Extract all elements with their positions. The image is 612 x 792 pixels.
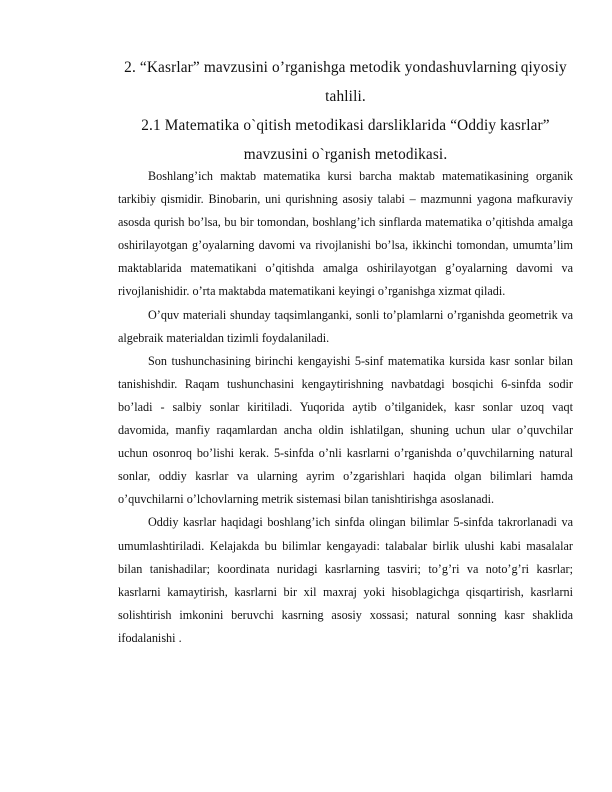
body-text <box>118 165 573 650</box>
subsection-heading: 2.1 Matematika o`qitish metodikasi darsliklarida “Oddiy kasrlar” mavzusini o`rganish metodikasi. <box>141 117 550 163</box>
paragraph-4: Oddiy kasrlar haqidagi boshlang’ich sinfda olingan bilimlar 5-sinfda takrorlanadi va umumlashtiriladi. Kelajakda bu bilimlar kengayadi: talabalar birlik ulushi kabi masalalar bilan tanishadilar; koordinata nuridagi kasrlarning tasviri; to’g’ri va noto’g’ri kasrlar; kasrlarni kamaytirish, kasrlarni bir xil maxraj yoki hisoblagichga qisqartirish, kasrlarni solishtirish imkonini beruvchi kasrning asosiy xossasi; natural sonning kasr shaklida ifodalanishi . <box>118 515 573 645</box>
paragraph-3: Son tushunchasining birinchi kengayishi 5-sinf matematika kursida kasr sonlar bilan tanishishdir. Raqam tushunchasini kengaytirishning navbatdagi bosqichi 6-sinfda sodir bo’ladi - salbiy sonlar kiritiladi. Yuqorida aytib o’tilganidek, kasr sonlar uzoq vaqt davomida, manfiy raqamlardan ancha oldin ishlatilgan, shuning uchun ular o’quvchilar uchun osonroq bo’lishi kerak. 5-sinfda o’nli kasrlarni o’rganishda o’quvchilarning natural sonlar, oddiy kasrlar va ularning ayrim o’zgarishlari haqida olgan bilimlari hamda o’quvchilarni o’lchovlarning metrik sistemasi bilan tanishtirishga asoslanadi. <box>118 353 573 507</box>
section-heading: 2. “Kasrlar” mavzusini o’rganishga metodik yondashuvlarning qiyosiy tahlili. <box>124 59 567 105</box>
paragraph-1: Boshlang’ich maktab matematika kursi barcha maktab matematikasining organik tarkibiy qismidir. Binobarin, uni qurishning asosiy talabi – mazmunni yagona mafkuraviy asosda qurish bo’lsa, bu bir tomondan, boshlang’ich sinflarda matematika o’qitishda amalga oshirilayotgan g’oyalarning davomi va rivojlanishi bo’lsa, ikkinchi tomondan, umumta’lim maktablarida matematikani o’qitishda amalga oshirilayotgan g’oyalarning davomi va rivojlanishidir. o’rta maktabda matematikani keyingi o’rganishga xizmat qiladi. <box>118 169 573 299</box>
paragraph-2: O’quv materiali shunday taqsimlanganki, sonli to’plamlarni o’rganishda geometrik va algebraik materialdan tizimli foydalaniladi. <box>118 307 573 345</box>
